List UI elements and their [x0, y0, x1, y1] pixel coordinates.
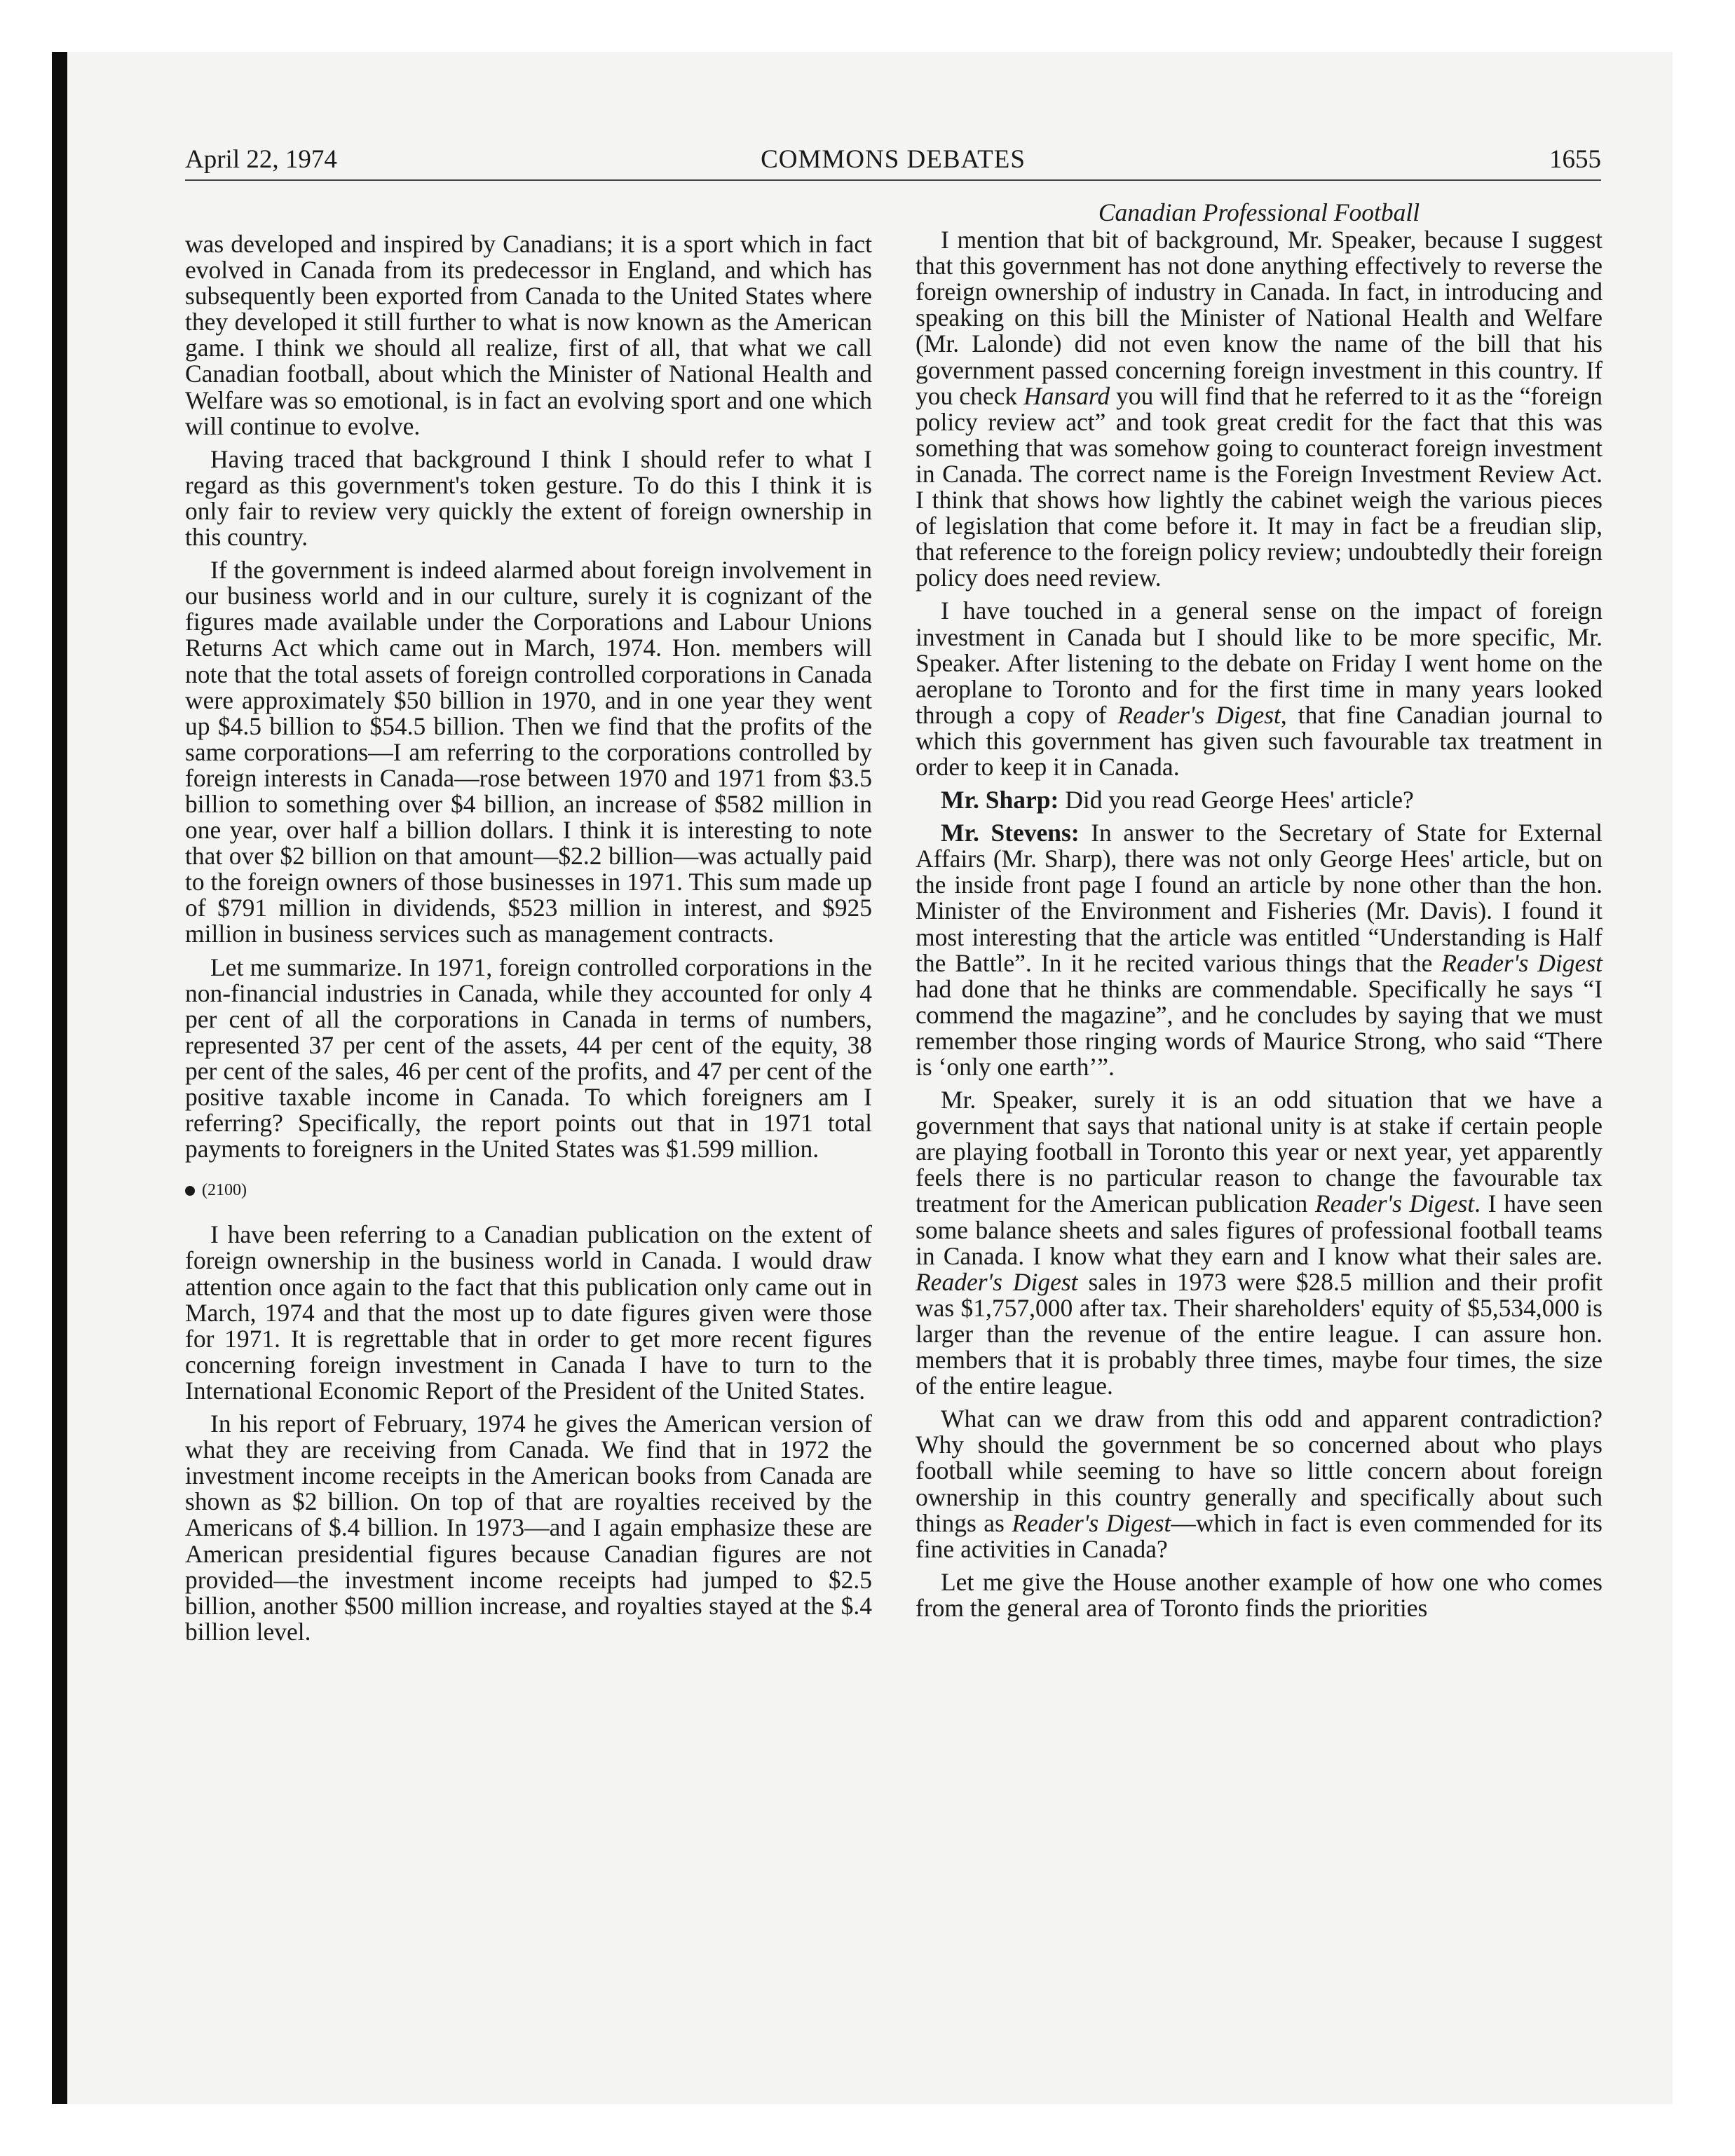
paragraph: Let me give the House another example of how one who comes from the general area of Toronto finds the priorities: [916, 1567, 1603, 1622]
paragraph: [916, 598, 1603, 780]
section-heading: Canadian Professional Football: [1098, 198, 1420, 226]
header-title: COMMONS DEBATES: [761, 145, 1026, 174]
paragraph: In his report of February, 1974 he gives the American version of what they are receiving from Canada. We find that in 1972 the investment income receipts in the American books from Canada are shown as $2 billion. On top of that are royalties received by the Americans of $.4 billion. In 1973—and I again emphasize these are American presidential figures because Canadian figures are not provided—the investment income receipts had jumped to $2.5 billion, another $500 million increase, and royalties stayed at the $.4 billion level.: [185, 1410, 872, 1646]
right-column: [916, 200, 1603, 1628]
text-run: , that fine Canadian journal to which this government has given such favourable tax treatment in order to keep it in Canada.: [916, 700, 1603, 781]
italic-title: Reader's Digest: [1441, 948, 1603, 977]
text-run: Mr. Speaker, surely it is an odd situation that we have a government that says that national unity is at stake if certain people are playing football in Toronto this year or next year, yet apparently feels there is no particular reason to change the favourable tax treatment for the American publication: [916, 1086, 1603, 1218]
text-run: . I have seen some balance sheets and sales figures of professional football teams in Canada. I know what they earn and I know what their sales are.: [916, 1189, 1603, 1270]
speaker-name: Mr. Sharp:: [941, 786, 1059, 814]
italic-title: Hansard: [1023, 381, 1110, 410]
time-marker: [185, 1178, 872, 1203]
italic-title: Reader's Digest: [1314, 1189, 1475, 1218]
paragraph: I have been referring to a Canadian publication on the extent of foreign ownership in the business world in Canada. I would draw attention once again to the fact that this publication only came out in March, 1974 and that the most up to date figures given were those for 1971. It is regrettable that in order to get more recent figures concerning foreign investment in Canada I have to turn to the International Economic Report of the President of the United States.: [185, 1220, 872, 1405]
scan-binding-edge: [52, 52, 67, 2104]
paragraph: [916, 227, 1603, 591]
header-page-number: 1655: [1549, 145, 1601, 174]
text-run: In answer to the Secretary of State for External Affairs (Mr. Sharp), there was not only George Hees' article, but on the inside front page I found an article by none other than the hon. Minister of the Environment and Fisheries (Mr. Davis). I found it most interesting that the article was entitled “Understanding is Half the Battle”. In it he recited various things that the: [916, 819, 1603, 977]
text-run: I have touched in a general sense on the impact of foreign investment in Canada but I should like to be more specific, Mr. Speaker. After listening to the debate on Friday I went home on the aeroplane to Toronto and for the first time in many years looked through a copy of: [916, 596, 1603, 729]
text-run: I mention that bit of background, Mr. Speaker, because I suggest that this government has not done anything effectively to reverse the foreign ownership of industry in Canada. In fact, in introducing and speaking on this bill the Minister of National Health and Welfare (Mr. Lalonde) did not even know the name of the bill that his government passed concerning foreign investment in this country. If you check: [916, 226, 1603, 410]
speech-paragraph: [916, 820, 1603, 1080]
left-column: [185, 231, 872, 1652]
text-run: sales in 1973 were $28.5 million and their profit was $1,757,000 after tax. Their shareholders' equity of $5,534,000 is larger than the revenue of the entire league. I can assure hon. members that it is probably three times, maybe four times, the size of the entire league.: [916, 1267, 1603, 1400]
bullet-icon: [185, 1186, 195, 1196]
header-date: April 22, 1974: [185, 145, 337, 174]
italic-title: Reader's Digest: [1012, 1508, 1171, 1537]
text-run: had done that he thinks are commendable. Specifically he says “I commend the magazine”, and he concludes by saying that we must remember those ringing words of Maurice Strong, who said “There is ‘only one earth’”.: [916, 974, 1603, 1081]
paragraph: If the government is indeed alarmed about foreign involvement in our business world and in our culture, surely it is cognizant of the figures made available under the Corporations and Labour Unions Returns Act which came out in March, 1974. Hon. members will note that the total assets of foreign controlled corporations in Canada were approximately $50 billion in 1970, and in one year they went up $4.5 billion to $54.5 billion. Then we find that the profits of the same corporations—I am referring to the corporations controlled by foreign interests in Canada—rose between 1970 and 1971 from $3.5 billion to something over $4 billion, an increase of $582 million in one year, over half a billion dollars. I think it is interesting to note that over $2 billion on that amount—$2.2 billion—was actually paid to the foreign owners of those businesses in 1971. This sum made up of $791 million in dividends, $523 million in interest, and $925 million in business services such as management contracts.: [185, 556, 872, 948]
italic-title: Reader's Digest: [916, 1267, 1078, 1296]
paragraph: was developed and inspired by Canadians; it is a sport which in fact evolved in Canada from its predecessor in England, and which has subsequently been exported from Canada to the United States where they developed it still further to what is now known as the American game. I think we should all realize, first of all, that what we call Canadian football, about which the Minister of National Health and Welfare was so emotional, is in fact an evolving sport and one which will continue to evolve.: [185, 230, 872, 440]
speaker-name: Mr. Stevens:: [941, 819, 1080, 847]
paragraph: Let me summarize. In 1971, foreign controlled corporations in the non-financial industries in Canada, while they accounted for only 4 per cent of all the corporations in Canada in terms of numbers, represented 37 per cent of the assets, 44 per cent of the equity, 38 per cent of the sales, 46 per cent of the profits, and 47 per cent of the positive taxable income in Canada. To which foreigners am I referring? Specifically, the report points out that in 1971 total payments to foreigners in the United States was $1.599 million.: [185, 953, 872, 1164]
text-run: What can we draw from this odd and apparent contradiction? Why should the government be so concerned about who plays football while seeming to have so little concern about foreign ownership in this country generally and specifically about such things as: [916, 1405, 1603, 1537]
text-run: —which in fact is even commended for its fine activities in Canada?: [916, 1508, 1603, 1563]
text-run: you will find that he referred to it as the “foreign policy review act” and took great credit for the fact that this was something that was somehow going to counteract foreign investment in Canada. The correct name is the Foreign Investment Review Act. I think that shows how lightly the cabinet weigh the various pieces of legislation that come before it. It may in fact be a freudian slip, that reference to the foreign policy review; undoubtedly their foreign policy does need review.: [916, 381, 1603, 592]
time-marker-label: (2100): [202, 1181, 247, 1200]
page-header: [185, 144, 1601, 181]
paragraph: [916, 1406, 1603, 1562]
speech-paragraph: [916, 787, 1603, 813]
paragraph: [916, 1087, 1603, 1399]
text-run: Did you read George Hees' article?: [1059, 786, 1414, 814]
paragraph: Having traced that background I think I should refer to what I regard as this government's token gesture. To do this I think it is only fair to review very quickly the extent of foreign ownership in this country.: [185, 444, 872, 552]
italic-title: Reader's Digest: [1117, 700, 1281, 729]
